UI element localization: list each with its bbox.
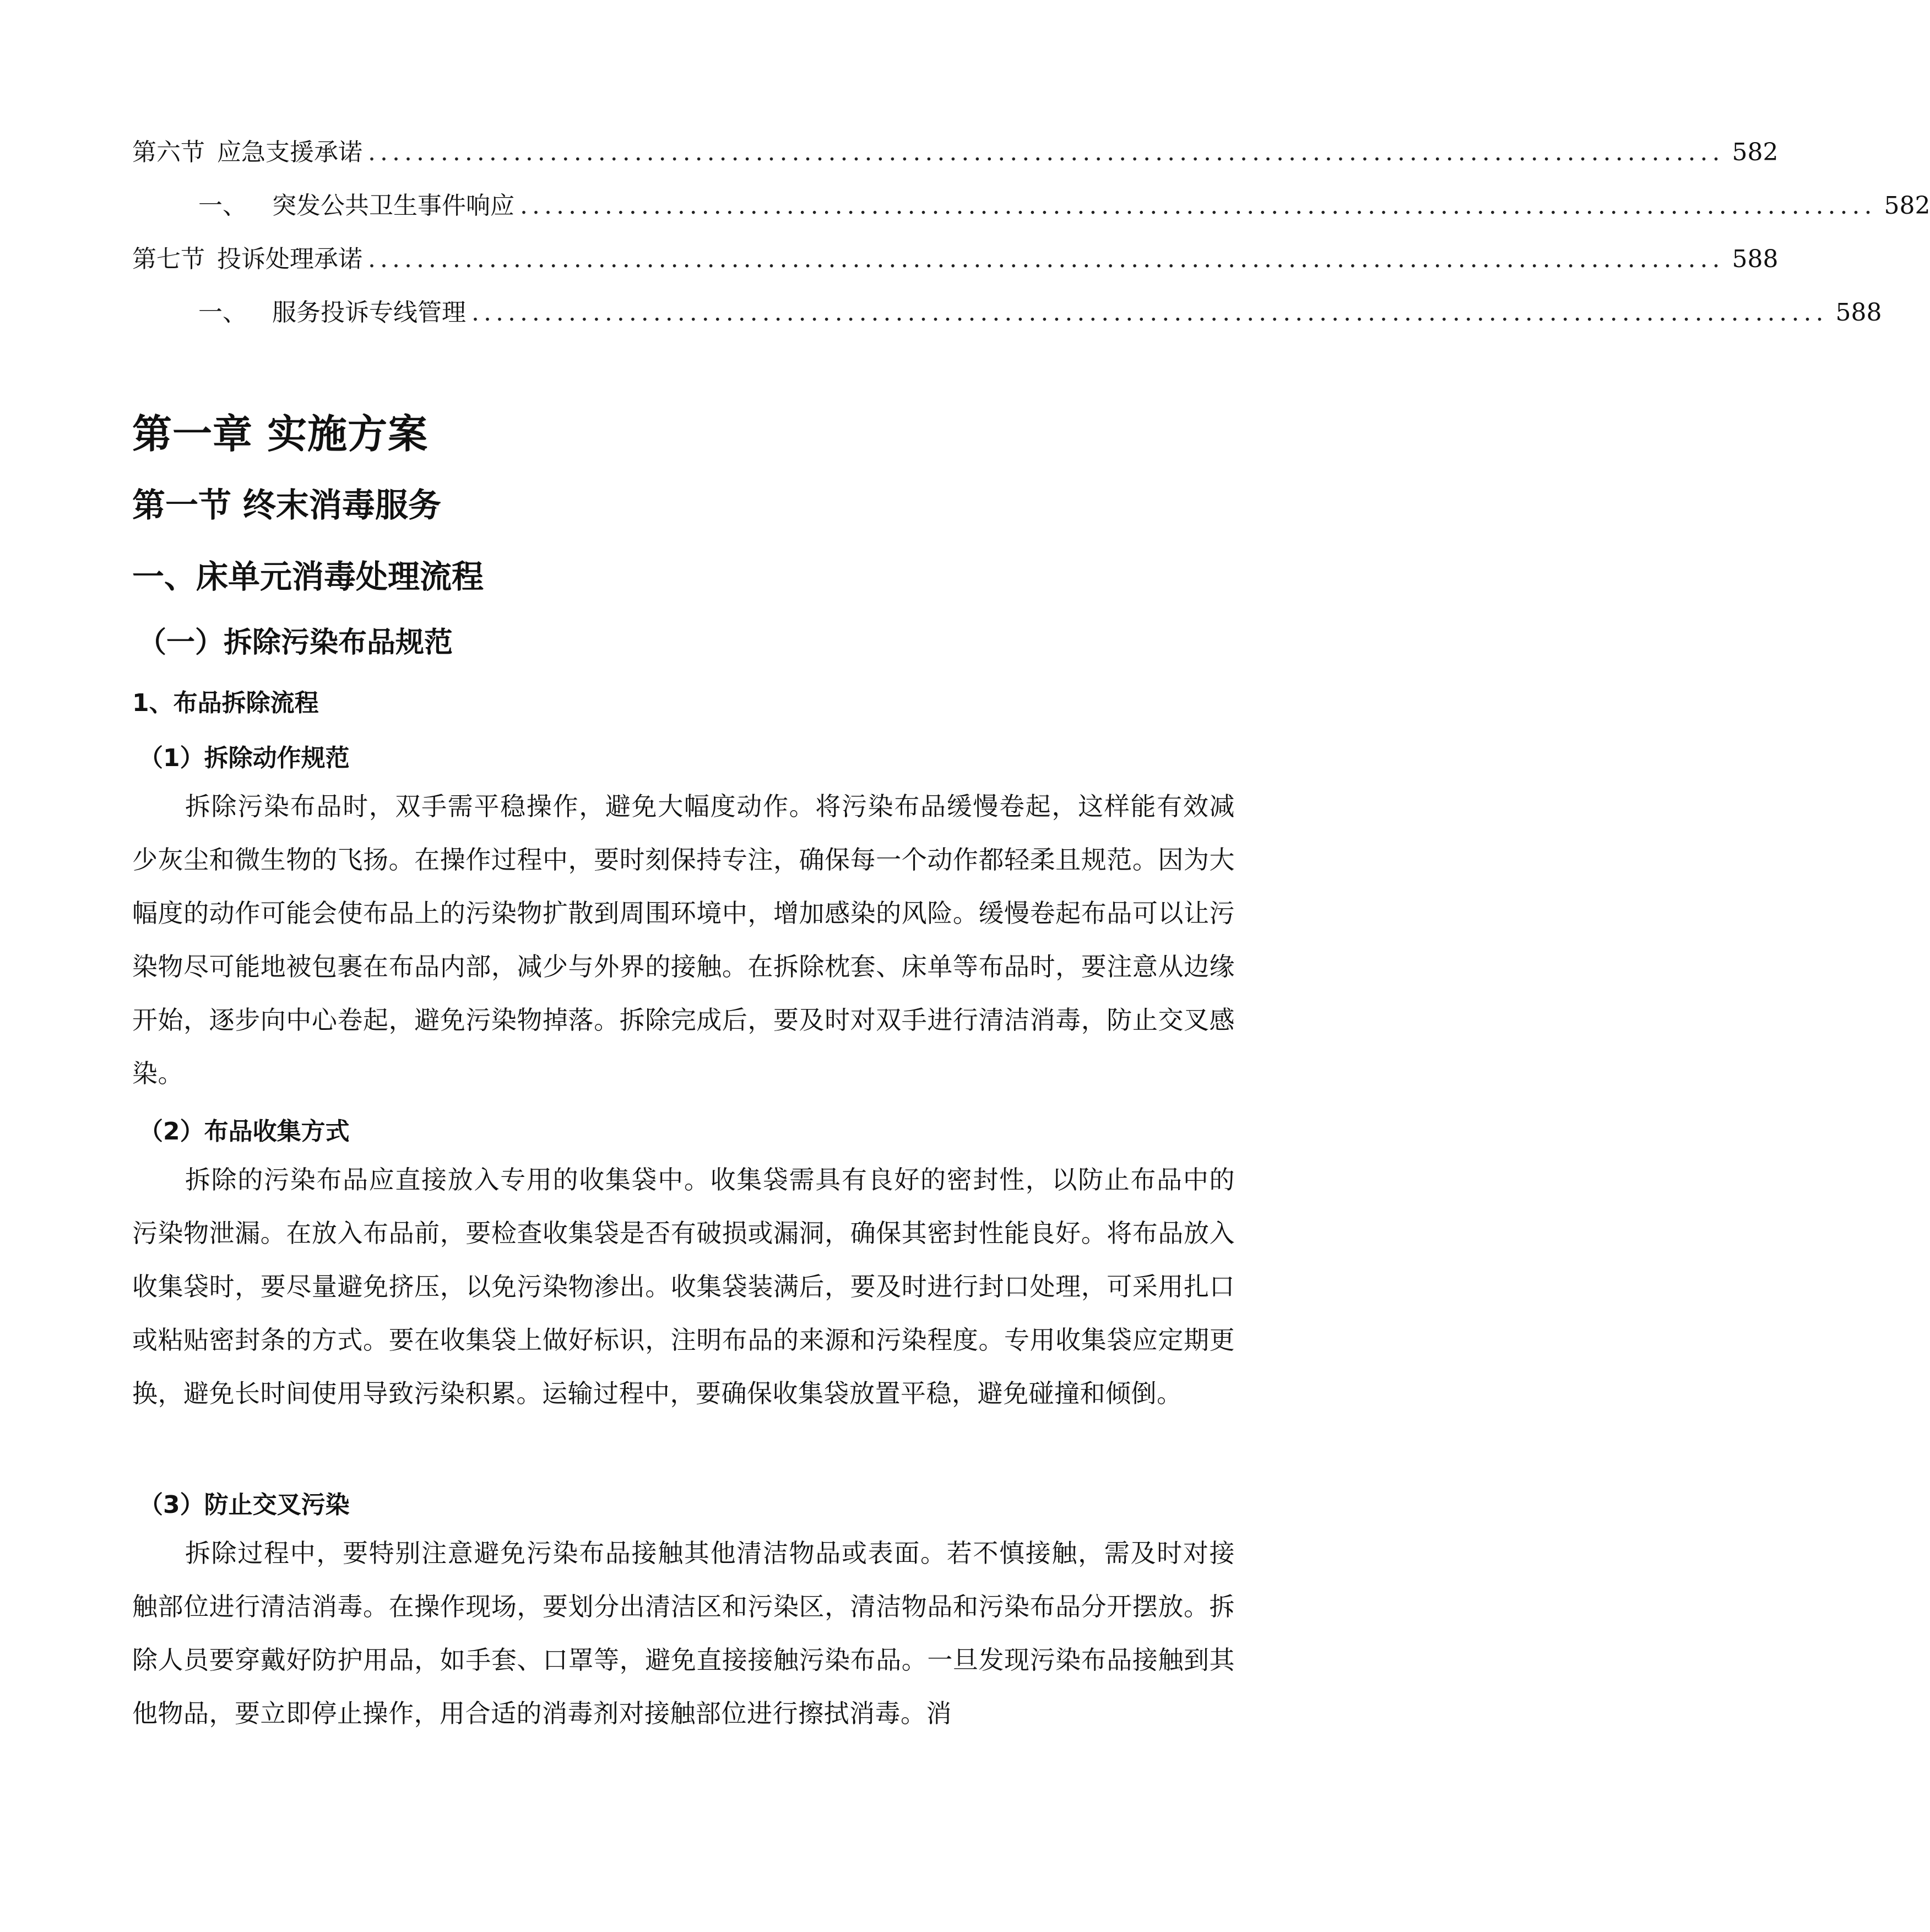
toc-page-number: 582: [1732, 138, 1779, 166]
toc-page-number: 588: [1732, 245, 1779, 273]
toc-entry[interactable]: [198, 179, 1930, 232]
toc-entry-text: 投诉处理承诺: [217, 245, 362, 273]
toc-entry-number: 一、: [198, 299, 247, 327]
toc-entry-title: [198, 179, 514, 232]
toc-entry-number: 第七节: [132, 245, 205, 273]
toc-page-number: 582: [1884, 192, 1930, 220]
toc-leader-dots: ................................................................................................................: [368, 245, 1725, 273]
toc-entry[interactable]: [198, 286, 1882, 339]
toc-entry-number: 一、: [198, 192, 247, 220]
block-heading: （3）防止交叉污染: [139, 1491, 350, 1519]
toc-entry-text: 突发公共卫生事件响应: [272, 192, 514, 220]
block-heading: （1）拆除动作规范: [139, 744, 350, 772]
body-paragraph: 拆除过程中，要特别注意避免污染布品接触其他清洁物品或表面。若不慎接触，需及时对接触部位进行清洁消毒。在操作现场，要划分出清洁区和污染区，清洁物品和污染布品分开摆放。拆除人员要穿戴好防护用品，如手套、口罩等，避免直接接触污染布品。一旦发现污染布品接触到其他物品，要立即停止操作，用合适的消毒剂对接触部位进行擦拭消毒。消: [132, 1538, 1235, 1728]
item-heading: 1、布品拆除流程: [132, 689, 319, 717]
toc-entry-number: 第六节: [132, 138, 205, 166]
toc-leader-dots: ................................................................................................................: [471, 299, 1828, 327]
toc-entry-text: 应急支援承诺: [217, 138, 362, 166]
toc-page-number: 588: [1835, 299, 1882, 327]
toc-entry-title: [132, 232, 362, 286]
body-paragraph: 拆除污染布品时，双手需平稳操作，避免大幅度动作。将污染布品缓慢卷起，这样能有效减少灰尘和微生物的飞扬。在操作过程中，要时刻保持专注，确保每一个动作都轻柔且规范。因为大幅度的动作可能会使布品上的污染物扩散到周围环境中，增加感染的风险。缓慢卷起布品可以让污染物尽可能地被包裹在布品内部，减少与外界的接触。在拆除枕套、床单等布品时，要注意从边缘开始，逐步向中心卷起，避免污染物掉落。拆除完成后，要及时对双手进行清洁消毒，防止交叉感染。: [132, 791, 1235, 1088]
toc-entry-text: 服务投诉专线管理: [272, 299, 466, 327]
table-of-contents: [132, 126, 1930, 339]
toc-leader-dots: ................................................................................................................: [520, 192, 1877, 220]
block-heading: （2）布品收集方式: [139, 1117, 350, 1146]
subsubsection-heading: （一）拆除污染布品规范: [138, 626, 453, 659]
toc-entry[interactable]: [132, 232, 1779, 286]
toc-leader-dots: ................................................................................................................: [368, 138, 1725, 166]
section-heading: 第一节 终末消毒服务: [132, 486, 441, 525]
body-paragraph: 拆除的污染布品应直接放入专用的收集袋中。收集袋需具有良好的密封性，以防止布品中的污染物泄漏。在放入布品前，要检查收集袋是否有破损或漏洞，确保其密封性能良好。将布品放入收集袋时，要尽量避免挤压，以免污染物渗出。收集袋装满后，要及时进行封口处理，可采用扎口或粘贴密封条的方式。要在收集袋上做好标识，注明布品的来源和污染程度。专用收集袋应定期更换，避免长时间使用导致污染积累。运输过程中，要确保收集袋放置平稳，避免碰撞和倾倒。: [132, 1165, 1235, 1408]
chapter-heading: 第一章 实施方案: [132, 411, 429, 457]
subsection-heading: 一、床单元消毒处理流程: [132, 558, 484, 595]
toc-entry-title: [132, 126, 362, 179]
toc-entry[interactable]: [132, 126, 1779, 179]
toc-entry-title: [198, 286, 466, 339]
